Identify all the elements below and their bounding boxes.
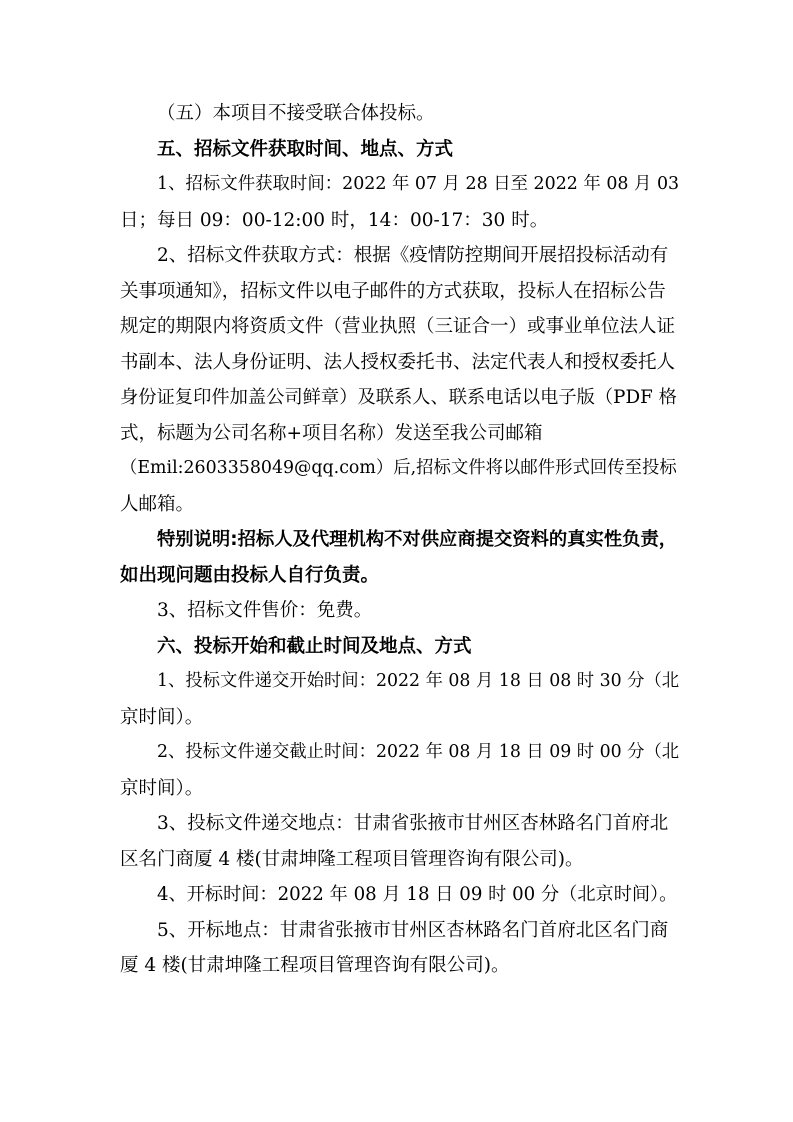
text-line: 1、招标文件获取时间：2022 年 07 月 28 日至 2022 年 08 月 03 (157, 174, 680, 194)
text-line: 厦 4 楼(甘肃坤隆工程项目管理咨询有限公司)。 (120, 955, 510, 976)
text-line: 如出现问题由投标人自行负责。 (120, 564, 380, 586)
text-line: 4、开标时间：2022 年 08 月 18 日 09 时 00 分（北京时间）。 (157, 884, 678, 905)
body-paragraph (120, 96, 680, 132)
text-line: 京时间）。 (120, 706, 204, 728)
body-paragraph (120, 735, 680, 806)
body-paragraph (120, 167, 680, 238)
body-paragraph (120, 806, 680, 877)
text-line: （五）本项目不接受联合体投标。 (157, 103, 435, 124)
text-line: 京时间）。 (120, 777, 204, 799)
section-heading (120, 629, 680, 665)
text-line: 书副本、法人身份证明、法人授权委托书、法定代表人和授权委托人 (120, 351, 676, 373)
text-line: 2、投标文件递交截止时间：2022 年 08 月 18 日 09 时 00 分（北 (157, 742, 680, 762)
text-line: 人邮箱。 (120, 493, 195, 515)
text-line: 3、投标文件递交地点：甘肃省张掖市甘州区杏林路名门首府北 (157, 813, 669, 834)
text-line: 规定的期限内将资质文件（营业执照（三证合一）或事业单位法人证 (120, 316, 676, 337)
text-line: 特别说明:招标人及代理机构不对供应商提交资料的真实性负责， (157, 529, 678, 550)
document-body (120, 96, 680, 984)
text-line: 五、招标文件获取时间、地点、方式 (157, 138, 454, 160)
text-line: 2、招标文件获取方式：根据《疫情防控期间开展招投标活动有 (157, 245, 669, 266)
text-line: （Emil:2603358049@qq.com）后,招标文件将以邮件形式回传至投标 (120, 458, 677, 478)
text-line: 身份证复印件加盖公司鲜章）及联系人、联系电话以电子版（PDF 格 (120, 387, 677, 408)
section-heading (120, 522, 680, 593)
text-line: 区名门商厦 4 楼(甘肃坤隆工程项目管理咨询有限公司)。 (120, 848, 584, 870)
text-line: 3、招标文件售价：免费。 (157, 600, 373, 621)
text-line: 1、投标文件递交开始时间：2022 年 08 月 18 日 08 时 30 分（北 (157, 671, 680, 691)
text-line: 5、开标地点：甘肃省张掖市甘州区杏林路名门首府北区名门商 (157, 919, 669, 941)
body-paragraph (120, 238, 680, 522)
text-line: 关事项通知》，招标文件以电子邮件的方式获取，投标人在招标公告 (120, 280, 666, 302)
body-paragraph (120, 593, 680, 629)
section-heading (120, 132, 680, 168)
text-line: 式，标题为公司名称+项目名称）发送至我公司邮箱 (120, 422, 543, 444)
body-paragraph (120, 913, 680, 984)
body-paragraph (120, 664, 680, 735)
text-line: 六、投标开始和截止时间及地点、方式 (157, 635, 472, 657)
text-line: 日；每日 09：00-12:00 时，14：00-17：30 时。 (120, 209, 549, 231)
body-paragraph (120, 877, 680, 913)
